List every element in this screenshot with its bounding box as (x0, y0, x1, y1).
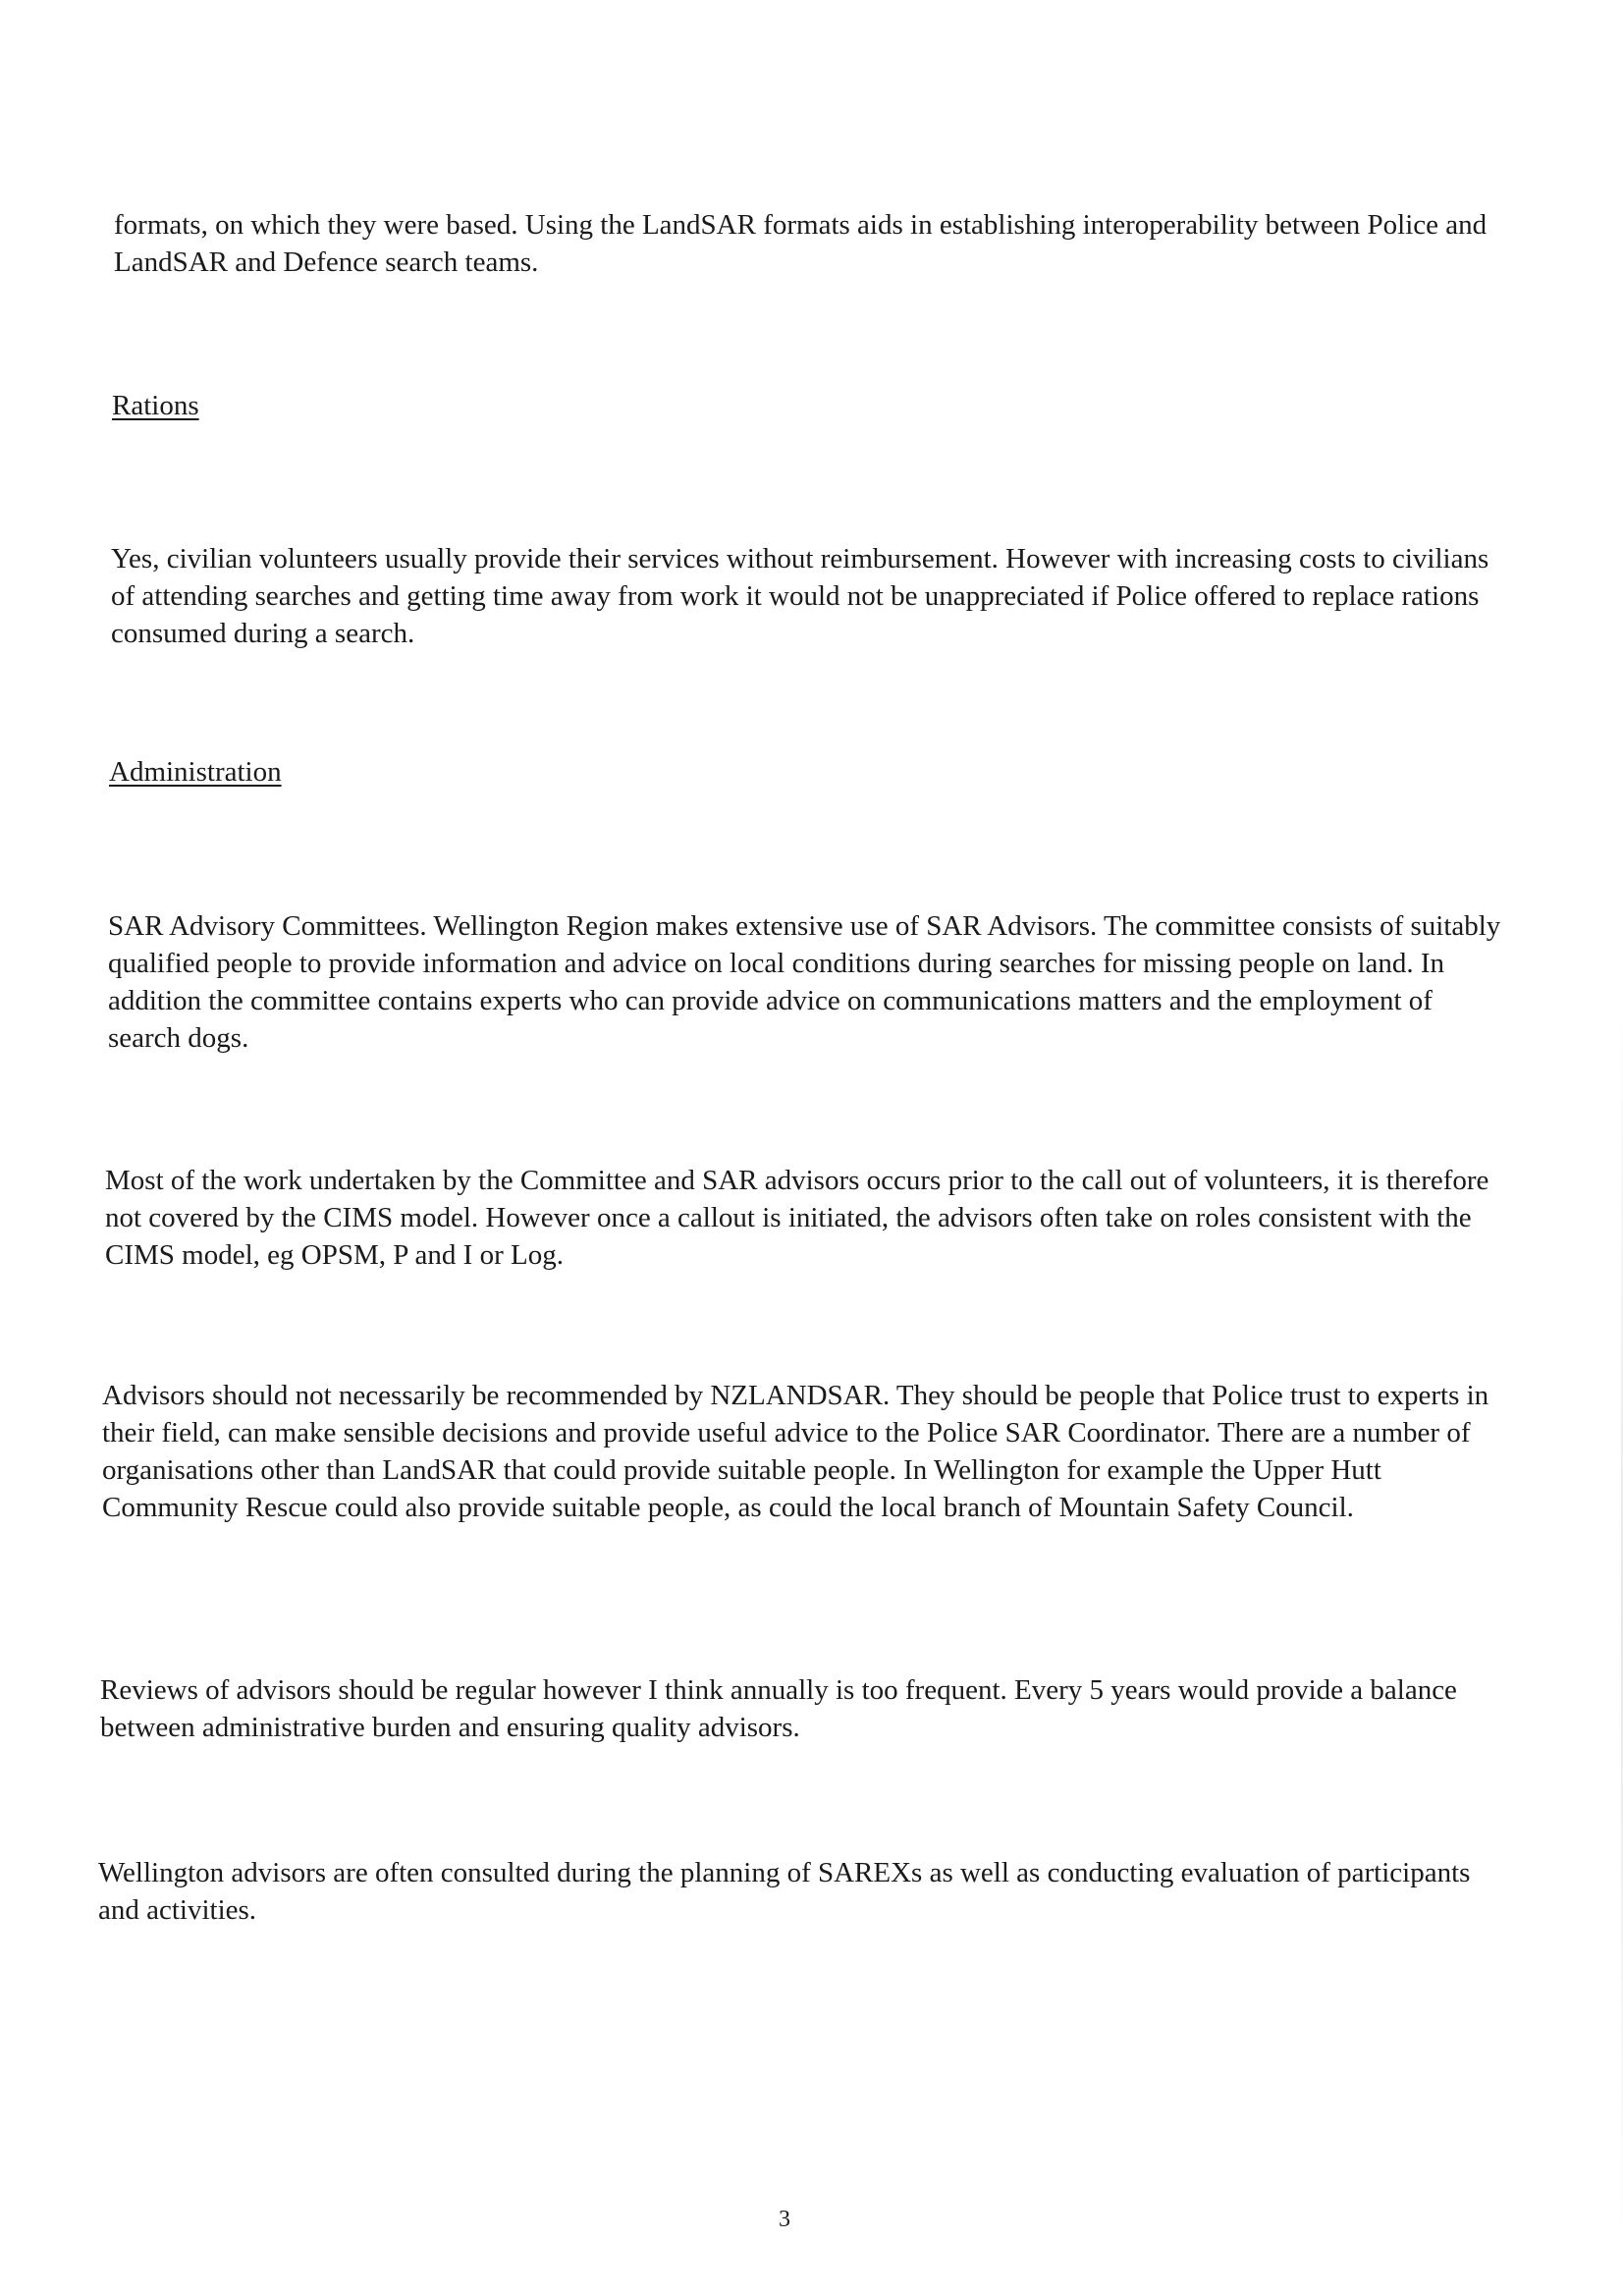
paragraph-rations: Yes, civilian volunteers usually provide their services without reimbursement. However with increasing costs to civilians of attending searches and getting time away from work it would not be unappreciated if Police offered to replace rations consumed during a search. (111, 543, 1489, 649)
paragraph-committee-work: Most of the work undertaken by the Committee and SAR advisors occurs prior to the call out of volunteers, it is therefore not covered by the CIMS model. However once a callout is initiated, the advisors often take on roles consistent with the CIMS model, eg OPSM, P and I or Log. (105, 1165, 1489, 1271)
paragraph-advisor-recommendation: Advisors should not necessarily be recommended by NZLANDSAR. They should be people that Police trust to experts in their field, can make sensible decisions and provide useful advice to the Police SAR Coordinator. There are a number of organisations other than LandSAR that could provide suitable people. In Wellington for example the Upper Hutt Community Rescue could also provide suitable people, as could the local branch of Mountain Safety Council. (102, 1380, 1489, 1523)
page-number: 3 (779, 2207, 790, 2232)
paragraph-sar-advisory-committees: SAR Advisory Committees. Wellington Region makes extensive use of SAR Advisors. The committee consists of suitably qualified people to provide information and advice on local conditions during searches for missing people on land. In addition the committee contains experts who can provide advice on communications matters and the employment of search dogs. (108, 910, 1501, 1054)
paragraph-advisor-reviews: Reviews of advisors should be regular however I think annually is too frequent. Every 5 years would provide a balance between administrative burden and ensuring quality advisors. (100, 1674, 1457, 1743)
heading-rations: Rations (112, 390, 199, 421)
heading-administration: Administration (109, 756, 282, 788)
paragraph-sarex-planning: Wellington advisors are often consulted during the planning of SAREXs as well as conducting evaluation of participants and activities. (98, 1857, 1471, 1926)
paragraph-formats: formats, on which they were based. Using the LandSAR formats aids in establishing interoperability between Police and LandSAR and Defence search teams. (114, 209, 1488, 278)
